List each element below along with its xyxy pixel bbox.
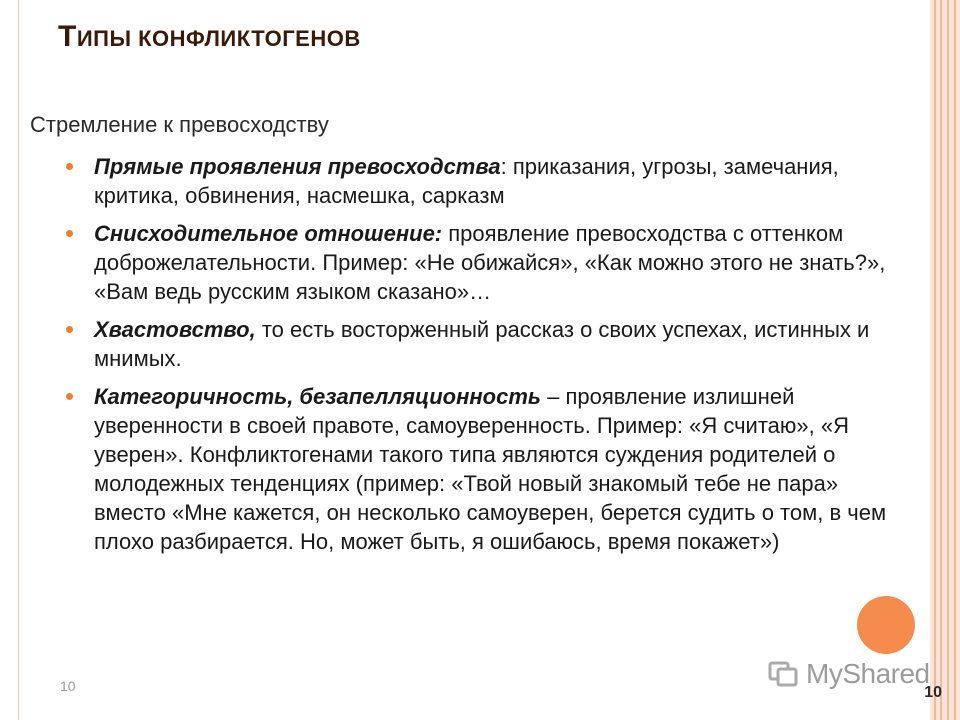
lead-text: Стремление к превосходству xyxy=(30,112,329,137)
myshared-watermark xyxy=(768,654,930,694)
myshared-logo-icon xyxy=(768,659,800,689)
slide-content xyxy=(30,108,910,565)
bullet-item: Прямые проявления превосходства: приказания, угрозы, замечания, критика, обвинения, насмешка, сарказм xyxy=(94,152,910,210)
slide-title: ТИПЫ КОНФЛИКТОГЕНОВ xyxy=(58,20,361,53)
page-number-right: 10 xyxy=(924,684,942,701)
page-number-left: 10 xyxy=(60,678,76,694)
bullet-item: Снисходительное отношение: проявление превосходства с оттенком доброжелательности. Пример: «Не обижайся», «Как можно этого не знать?», «Вам ведь русским языком сказано»… xyxy=(94,219,910,306)
right-decorative-stripes xyxy=(930,0,960,720)
bullet-item: Хвастовство, то есть восторженный рассказ о своих успехах, истинных и мнимых. xyxy=(94,315,910,373)
watermark-text: MyShared xyxy=(806,658,930,689)
bullet-list xyxy=(30,152,910,556)
bullet-item: Категоричность, безапелляционность – проявление излишней уверенности в своей правоте, самоуверенность. Пример: «Я считаю», «Я уверен». Конфликтогенами такого типа являются суждения родителей о молодежных тенденциях (пример: «Твой новый знакомый тебе не пара» вместо «Мне кажется, он несколько самоуверен, берется судить о том, в чем плохо разбирается. Но, может быть, я ошибаюсь, время покажет») xyxy=(94,382,910,556)
accent-circle xyxy=(857,596,915,654)
